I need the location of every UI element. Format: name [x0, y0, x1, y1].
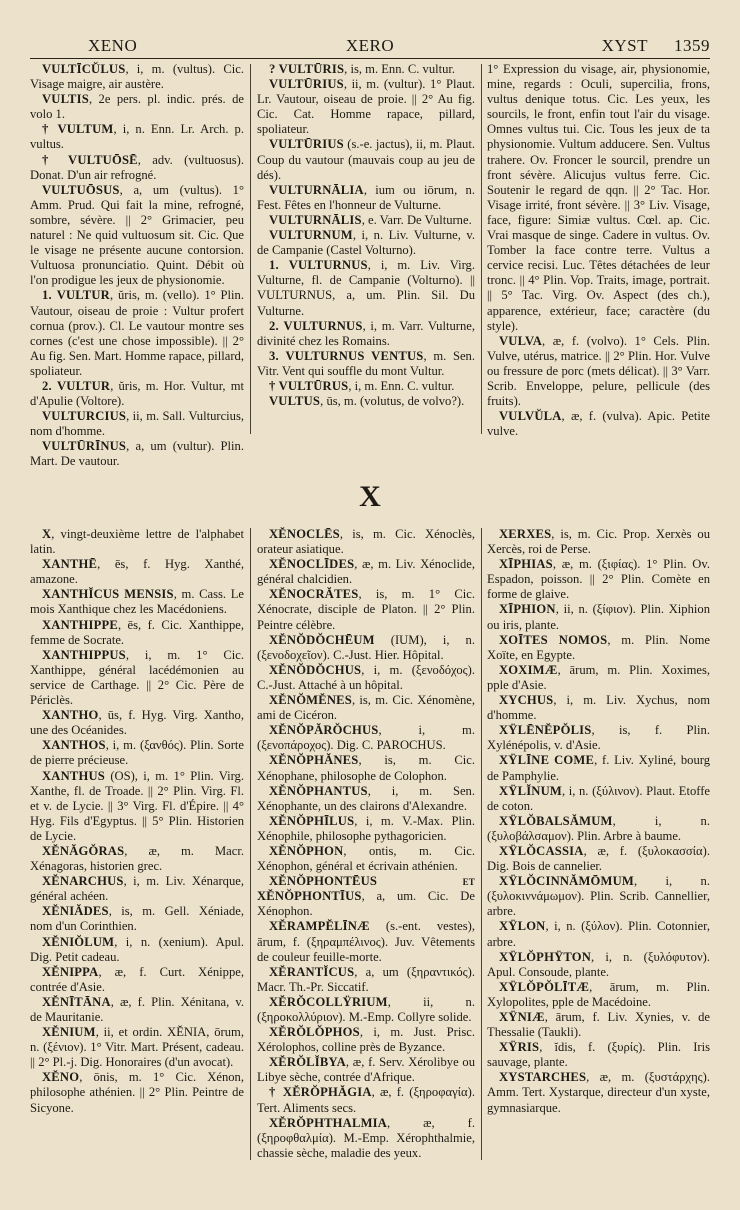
entry-definition: , ium ou iōrum, n. Fest. Fêtes en l'honneur de Vulturne.	[257, 182, 475, 212]
column-divider	[481, 64, 482, 434]
entry-headword: XĔNŎPHĂNES	[269, 753, 359, 768]
entry-definition: , is, m. Cic. Prop. Xerxès ou Xercès, roi de Perse.	[487, 527, 710, 557]
entry-headword: VULTŪRIUS	[269, 137, 344, 152]
dictionary-entry	[30, 62, 244, 92]
entry-definition: , e. Varr. De Vulturne.	[361, 212, 472, 227]
entry-headword: XANTHIPPUS	[42, 647, 126, 662]
dictionary-entry	[257, 633, 475, 663]
dictionary-entry	[30, 708, 244, 738]
entry-definition: , a, um. Cic. De Xénophon.	[257, 889, 475, 919]
entry-headword: XĔNOCLĪDES	[269, 557, 355, 572]
dictionary-entry	[257, 784, 475, 814]
entry-definition: , is, m. Cic. Xénophane, philosophe de Colophon.	[257, 753, 475, 783]
entry-definition: , is, f. Plin. Xylénépolis, v. d'Asie.	[487, 723, 710, 753]
entry-definition: , i, n. (ξύλινον). Plaut. Etoffe de coton.	[487, 783, 710, 813]
entry-definition: , i, n. Liv. Vulturne, v. de Campanie (Castel Volturno).	[257, 228, 475, 258]
entry-headword: 2. VULTUR	[42, 378, 111, 393]
entry-definition: , ārum, m. Plin. Xoximes, pple d'Asie.	[487, 662, 710, 692]
entry-headword: XĪPHION	[499, 602, 556, 617]
dictionary-entry	[257, 1055, 475, 1085]
entry-definition: , i, m. Liv. Xychus, nom d'homme.	[487, 693, 710, 723]
dictionary-entry	[487, 753, 710, 783]
entry-definition: , ontis, m. Cic. Xénophon, général et écrivain athénien.	[257, 843, 475, 874]
dictionary-entry	[30, 995, 244, 1025]
entry-definition: , æ, f. (ξηροφαγία). Tert. Aliments secs.	[257, 1085, 475, 1115]
entry-definition: , ii, n. (ξίφιον). Plin. Xiphion ou iris, plante.	[487, 602, 710, 632]
entry-headword: XYSTARCHES	[499, 1070, 587, 1085]
entry-headword: XANTHOS	[42, 738, 106, 753]
entry-definition: , i, m. (vultus). Cic. Visage maigre, air austère.	[30, 62, 244, 92]
entry-definition: , is, m. Cic. Xénoclès, orateur asiatique.	[257, 527, 475, 557]
entry-headword: † VULTŪRUS	[269, 378, 349, 393]
entry-headword: VULTUŌSUS	[42, 182, 120, 197]
entry-definition: , ii, n. (ξηροκολλύριον). M.-Emp. Collyre solide.	[257, 994, 475, 1024]
dictionary-entry	[257, 527, 475, 557]
bottom-column-3	[487, 527, 710, 1167]
entry-headword: XĔNŎPĂRŎCHUS	[269, 723, 379, 738]
entry-headword: XĔNŎDŎCHĒUM	[269, 632, 375, 647]
entry-definition: , æ, f. Curt. Xénippe, contrée d'Asie.	[30, 964, 244, 994]
entry-headword: XŸRIS	[499, 1040, 540, 1055]
entry-headword: † VULTUŌSĒ	[42, 152, 138, 167]
dictionary-entry	[257, 753, 475, 783]
top-column-1	[30, 62, 244, 469]
entry-headword: XĔNOCRĂTES	[269, 587, 359, 602]
dictionary-entry	[487, 663, 710, 693]
entry-headword: VULTŪRĪNUS	[42, 439, 127, 454]
entry-definition: , i, n. (ξυλόφυτον). Apul. Consoude, plante.	[487, 949, 710, 979]
dictionary-entry	[487, 723, 710, 753]
entry-definition: , a, um (vultur). Plin. Mart. De vautour.	[30, 439, 244, 469]
entry-headword: VULTUS	[269, 394, 321, 409]
header-left-guide: XENO	[88, 36, 138, 55]
entry-definition: , ii, m. (vultur). 1° Plaut. Lr. Vautour, oiseau de proie. || 2° Au fig. Cic. Cat. Homme rapace, pillard, spoliateur.	[257, 77, 475, 137]
entry-definition: , æ, f. (ξυλοκασσία). Dig. Bois de cannelier.	[487, 843, 710, 874]
dictionary-entry	[257, 394, 475, 409]
dictionary-entry	[30, 738, 244, 768]
entry-definition: , a, um (vultus). 1° Amm. Prud. Qui fait la mine, refrogné, sombre, sévère. || 2° Grimacier, peu naturel : Ne quid vultuosum sit. Cic. Que le visage ne présente aucune contorsion. Vultuosa pronunciatio. Quint. Débit où l'on prodigue les jeux de physionomie.	[30, 182, 244, 288]
entry-headword: XĔNŎDŎCHUS	[269, 662, 362, 677]
entry-headword: XŸLŎCINNĂMŌMUM	[499, 874, 635, 889]
entry-definition: (s.-e. jactus), ii, m. Plaut. Coup du vautour (mauvais coup au jeu de dés).	[257, 137, 475, 182]
entry-definition: , ārum, f. Liv. Xynies, v. de Thessalie (Taukli).	[487, 1010, 710, 1040]
entry-headword: 2. VULTURNUS	[269, 318, 363, 333]
entry-headword: XŸLŎPŎLĪTÆ	[499, 979, 590, 994]
dictionary-entry	[487, 814, 710, 844]
dictionary-entry	[257, 587, 475, 632]
entry-headword: ? VULTŪRIS	[269, 62, 345, 76]
entry-definition: , i, m. Enn. C. vultur.	[348, 378, 455, 393]
entry-definition: , m. Cass. Le mois Xanthique chez les Macédoniens.	[30, 587, 244, 617]
entry-headword: VULVA	[499, 333, 542, 348]
dictionary-entry	[257, 1085, 475, 1115]
entry-definition: , i, m. (ξενοδόχος). C.-Just. Attaché à un hôpital.	[257, 662, 475, 692]
entry-definition: , ōnis, m. 1° Cic. Xénon, philosophe athénien. || 2° Plin. Peintre de Sicyone.	[30, 1070, 244, 1115]
entry-definition: , ūs, m. (volutus, de volvo?).	[320, 394, 465, 409]
entry-definition: , æ, f. Plin. Xénitana, v. de Mauritanie.	[30, 994, 244, 1024]
dictionary-entry	[257, 965, 475, 995]
dictionary-entry	[30, 587, 244, 617]
dictionary-entry	[30, 527, 244, 557]
dictionary-entry	[487, 602, 710, 632]
entry-headword: VULVŬLA	[499, 409, 562, 424]
dictionary-entry	[487, 334, 710, 409]
entry-definition: , 2e pers. pl. indic. prés. de volo 1.	[30, 92, 244, 122]
entry-headword: XĔNŎPHONTĒUS et XĔNŎPHONTĪUS	[257, 874, 475, 904]
entry-definition: , i, n. (xenium). Apul. Dig. Petit cadeau.	[30, 934, 244, 964]
entry-headword: XANTHĒ	[42, 557, 98, 572]
entry-headword: XŸLĪNE COME	[499, 753, 595, 768]
entry-definition: , f. Liv. Xyliné, bourg de Pamphylie.	[487, 753, 711, 783]
bottom-column-1	[30, 527, 244, 1167]
top-column-2	[257, 62, 475, 440]
entry-headword: VULTĪCŬLUS	[42, 62, 126, 76]
dictionary-entry	[30, 92, 244, 122]
entry-definition: , m. Plin. Nome Xoïte, en Egypte.	[487, 632, 710, 662]
entry-headword: XĔRŎLĬBYA	[269, 1055, 346, 1070]
entry-definition: (IUM), i, n. (ξενοδοχεῖον). C.-Just. Hier. Hôpital.	[257, 632, 475, 662]
entry-headword: 3. VULTURNUS VENTUS	[269, 348, 424, 363]
entry-headword: XĔNĪTĀNA	[42, 994, 111, 1009]
entry-headword: XŸLON	[499, 919, 546, 934]
entry-definition: , ŭris, m. (vello). 1° Plin. Vautour, oiseau de proie : Vultur profert cornua (prov.). Cl. Le vautour montre ses cornes (c'est une chose impossible). || 2° Au fig. Sen. Mart. Homme rapace, pillard, spoliateur.	[30, 288, 244, 378]
dictionary-entry	[30, 904, 244, 934]
dictionary-entry	[257, 379, 475, 394]
entry-definition: , i, n. (ξύλον). Plin. Cotonnier, arbre.	[487, 919, 710, 949]
dictionary-entry	[257, 1025, 475, 1055]
entry-headword: XĔNĂGŎRAS	[42, 843, 125, 858]
dictionary-entry	[257, 137, 475, 182]
entry-definition: , æ, f. Serv. Xérolibye ou Libye sèche, contrée d'Afrique.	[257, 1055, 475, 1085]
section-letter: X	[359, 480, 381, 513]
entry-headword: XANTHĬCUS MENSIS	[42, 587, 174, 602]
dictionary-entry	[30, 288, 244, 379]
entry-definition: , i, m. (ξενοπάροχος). Dig. C. PAROCHUS.	[257, 723, 475, 753]
entry-definition: , æ, f. (volvo). 1° Cels. Plin. Vulve, utérus, matrice. || 2° Plin. Hor. Vulve ou fressure de porc (mets délicat). || 3° Varr. Scrib. Enveloppe, pelure, pellicule (des fruits).	[487, 333, 710, 409]
dictionary-entry	[257, 557, 475, 587]
entry-headword: XĔNŎPHANTUS	[269, 783, 368, 798]
dictionary-entry	[487, 527, 710, 557]
dictionary-entry	[257, 663, 475, 693]
dictionary-entry	[257, 349, 475, 379]
dictionary-entry	[30, 874, 244, 904]
dictionary-entry	[487, 844, 710, 874]
header-center-guide: XERO	[345, 36, 395, 55]
entry-headword: XŸLĒNĔPŎLIS	[499, 723, 592, 738]
entry-headword: XŸLŎCASSIA	[499, 843, 584, 858]
entry-definition: , æ, f. (ξηροφθαλμία). M.-Emp. Xérophthalmie, chassie sèche, maladie des yeux.	[257, 1115, 475, 1160]
entry-definition: , ŭris, m. Hor. Vultur, mt d'Apulie (Voltore).	[30, 378, 244, 409]
dictionary-entry	[257, 319, 475, 349]
dictionary-entry	[30, 618, 244, 648]
entry-definition: , ārum, m. Plin. Xylopolites, pple de Macédoine.	[487, 979, 710, 1009]
entry-definition: , is, m. Gell. Xéniade, nom d'un Corinthien.	[30, 904, 244, 934]
entry-headword: XĔRANTĬCUS	[269, 964, 355, 979]
entry-headword: XĔNARCHUS	[42, 874, 124, 889]
dictionary-entry	[30, 1070, 244, 1115]
entry-definition: , ēs, f. Cic. Xanthippe, femme de Socrate.	[30, 617, 244, 647]
dictionary-entry	[257, 919, 475, 964]
entry-headword: XŸLŎBALSĂMUM	[499, 813, 613, 828]
entry-definition: (OS), i, m. 1° Plin. Virg. Xanthe, fl. de Troade. || 2° Plin. Virg. Fl. et v. de Lycie. || 3° Virg. Fl. d'Épire. || 4° Hyg. Fils d'Egyptus. || 5° Plin. Historien de Lycie.	[30, 768, 244, 843]
dictionary-entry	[487, 980, 710, 1010]
header-rule	[30, 58, 710, 59]
dictionary-entry	[257, 228, 475, 258]
dictionary-entry	[30, 439, 244, 469]
entry-definition: 1° Expression du visage, air, physionomie, mine, regards : Oculi, supercilia, frons, vultus denique totus. Cic. Les yeux, les sourcils, le front, enfin tout l'air du visage. Omnes vultus tui. Cic. Tous les jeux de ta physionomie. Vultum adducere. Sen. Vultus trahere. Ov. Froncer le sourcil, prendre un front sévère. Alicujus vultus ferre. Cic. Soutenir le regard de qqn. || 2° Tac. Hor. Visage irrité, front sévère. || 3° Liv. Visage, face, figure: Simiæ vultus. Cœl. ap. Cic. Vrai masque de singe. Cadere in vultus. Ov. Tomber la face contre terre. Vultus a cervice recisi. Luc. Têtes détachées de leur tronc. || 4° Plin. Vop. Traits, image, portrait. || 5° Tac. Virg. Ov. Aspect (des ch.), apparence, extérieur, face; caractère (du style).	[487, 62, 710, 333]
entry-definition: , i, m. (ξανθός). Plin. Sorte de pierre précieuse.	[30, 738, 244, 768]
entry-definition: , a, um (ξηραντικός). Macr. Th.-Pr. Siccatif.	[257, 964, 475, 994]
entry-definition: , vingt-deuxième lettre de l'alphabet latin.	[30, 527, 244, 557]
dictionary-entry	[487, 919, 710, 949]
entry-definition: , æ, m. Macr. Xénagoras, historien grec.	[30, 843, 244, 874]
dictionary-entry	[30, 965, 244, 995]
entry-headword: XĔNŎMĔNES	[269, 693, 352, 708]
bottom-column-2	[257, 527, 475, 1167]
entry-definition: , i, m. Liv. Xénarque, général achéen.	[30, 874, 244, 904]
entry-definition: (s.-ent. vestes), ārum, f. (ξηραμπέλινος). Juv. Vêtements de couleur feuille-morte.	[257, 919, 475, 964]
entry-headword: XĔNŎPHON	[269, 843, 344, 858]
dictionary-entry	[487, 1040, 710, 1070]
entry-headword: VULTURNĀLIA	[269, 182, 364, 197]
entry-headword: XANTHIPPE	[42, 617, 118, 632]
entry-headword: XĔNŎPHĪLUS	[269, 813, 355, 828]
entry-headword: 1. VULTURNUS	[269, 258, 368, 273]
entry-definition: , æ, f. (vulva). Apic. Petite vulve.	[487, 409, 710, 439]
entry-definition: , i, m. V.-Max. Plin. Xénophile, philosophe pythagoricien.	[257, 813, 475, 843]
dictionary-entry	[487, 693, 710, 723]
dictionary-entry	[30, 648, 244, 708]
entry-definition: , i, m. Sen. Xénophante, un des clairons d'Alexandre.	[257, 783, 475, 813]
entry-headword: XĔRAMPĔLĪNÆ	[269, 919, 370, 934]
entry-definition: , is, m. Cic. Xénomène, ami de Cicéron.	[257, 693, 475, 723]
dictionary-entry	[30, 122, 244, 152]
dictionary-entry	[257, 77, 475, 137]
entry-headword: XŸLŎPHŸTON	[499, 949, 592, 964]
entry-headword: XĔNIŎLUM	[42, 934, 115, 949]
entry-headword: † VULTUM	[42, 122, 114, 137]
entry-headword: XĔRŎPHTHALMIA	[269, 1115, 388, 1130]
entry-headword: XĔNIPPA	[42, 964, 99, 979]
entry-definition: , i, n. (ξυλοβάλσαμον). Plin. Arbre à baume.	[487, 813, 710, 843]
entry-headword: VULTURCIUS	[42, 409, 127, 424]
entry-definition: , ii, et ordin. XĔNIA, ōrum, n. (ξένιον). 1° Vitr. Mart. Présent, cadeau. || 2° Pl.-j. Dig. Honoraires (d'un avocat).	[30, 1025, 244, 1070]
entry-definition: , m. Sen. Vitr. Vent qui souffle du mont Vultur.	[257, 348, 475, 378]
running-head	[30, 36, 710, 60]
dictionary-entry	[30, 379, 244, 409]
dictionary-entry	[487, 633, 710, 663]
column-divider	[250, 528, 251, 1160]
dictionary-entry	[487, 950, 710, 980]
top-column-3	[487, 62, 710, 440]
entry-headword: VULTŪRIUS	[269, 77, 344, 92]
dictionary-entry	[30, 769, 244, 844]
column-divider	[250, 64, 251, 434]
entry-headword: XĔNOCLĒS	[269, 527, 340, 541]
entry-definition: , i, m. Just. Prisc. Xérolophos, colline près de Byzance.	[257, 1025, 475, 1055]
dictionary-entry	[257, 1116, 475, 1161]
dictionary-entry	[257, 814, 475, 844]
entry-definition: , i, m. Liv. Virg. Vulturne, fl. de Campanie (Volturno). || VULTURNUS, a, um. Plin. Sil. Du Vulturne.	[257, 258, 475, 318]
dictionary-entry	[30, 557, 244, 587]
dictionary-entry	[257, 874, 475, 919]
entry-definition: , i, n. (ξυλοκιννάμωμον). Plin. Scrib. Cannellier, arbre.	[487, 874, 710, 919]
dictionary-entry	[487, 409, 710, 439]
entry-definition: , æ, m. (ξιφίας). 1° Plin. Ov. Espadon, poisson. || 2° Plin. Comète en forme de glaive.	[487, 557, 710, 602]
dictionary-entry	[257, 844, 475, 874]
dictionary-entry	[257, 995, 475, 1025]
dictionary-entry	[257, 62, 475, 77]
entry-headword: XĔRŎCOLLŸRIUM	[269, 994, 388, 1009]
dictionary-entry	[257, 693, 475, 723]
entry-definition: , ĭdis, f. (ξυρίς). Plin. Iris sauvage, plante.	[487, 1040, 710, 1070]
entry-definition: , ūs, f. Hyg. Virg. Xantho, une des Océanides.	[30, 708, 244, 738]
dictionary-entry	[30, 1025, 244, 1070]
entry-headword: XŸLĬNUM	[499, 783, 562, 798]
entry-headword: 1. VULTUR	[42, 288, 110, 303]
dictionary-entry	[487, 1010, 710, 1040]
dictionary-entry	[30, 844, 244, 874]
entry-headword: XĔRŎLŎPHOS	[269, 1025, 360, 1040]
header-right-guide: XYST	[601, 36, 648, 55]
dictionary-entry	[257, 213, 475, 228]
entry-headword: XYCHUS	[499, 693, 554, 708]
dictionary-entry	[257, 183, 475, 213]
entry-headword: VULTURNĀLIS	[269, 212, 362, 227]
entry-definition: , ēs, f. Hyg. Xanthé, amazone.	[30, 557, 244, 587]
dictionary-entry	[487, 557, 710, 602]
entry-headword: XĪPHIAS	[499, 557, 553, 572]
entry-definition: , is, m. 1° Cic. Xénocrate, disciple de Platon. || 2° Plin. Peintre célèbre.	[257, 587, 475, 632]
dictionary-entry	[30, 153, 244, 183]
dictionary-entry	[257, 258, 475, 318]
column-divider	[481, 528, 482, 1160]
dictionary-entry	[257, 723, 475, 753]
entry-headword: XERXES	[499, 527, 552, 541]
entry-definition: , i, m. Varr. Vulturne, divinité chez les Romains.	[257, 318, 476, 348]
dictionary-entry	[487, 62, 710, 334]
entry-headword: XŸNIÆ	[499, 1010, 545, 1024]
entry-headword: VULTIS	[42, 92, 89, 107]
dictionary-entry	[487, 874, 710, 919]
entry-definition: , æ, m. (ξυστάρχης). Amm. Tert. Xystarque, directeur d'un xyste, gymnasiarque.	[487, 1070, 710, 1115]
entry-headword: XĔNIUM	[42, 1025, 96, 1040]
entry-definition: , ii, m. Sall. Vulturcius, nom d'homme.	[30, 409, 244, 439]
entry-definition: , adv. (vultuosus). Donat. D'un air refrogné.	[30, 152, 244, 182]
entry-headword: X	[42, 527, 52, 541]
entry-definition: , i, n. Enn. Lr. Arch. p. vultus.	[30, 122, 244, 152]
entry-headword: XANTHUS	[42, 768, 105, 783]
page-number: 1359	[674, 36, 710, 55]
dictionary-entry	[30, 183, 244, 289]
entry-definition: , is, m. Enn. C. vultur.	[344, 62, 456, 76]
entry-definition: , æ, m. Liv. Xénoclide, général chalcidien.	[257, 557, 475, 587]
dictionary-entry	[487, 784, 710, 814]
entry-headword: XĔNO	[42, 1070, 80, 1085]
dictionary-entry	[30, 935, 244, 965]
dictionary-entry	[487, 1070, 710, 1115]
entry-headword: XANTHO	[42, 708, 99, 723]
entry-headword: XOĪTES NOMOS	[499, 632, 608, 647]
entry-headword: XĔNIĂDES	[42, 904, 109, 919]
entry-headword: † XĔRŎPHĂGIA	[269, 1085, 372, 1100]
entry-headword: XOXIMÆ	[499, 662, 558, 677]
dictionary-entry	[30, 409, 244, 439]
entry-headword: VULTURNUM	[269, 228, 353, 243]
entry-definition: , i, m. 1° Cic. Xanthippe, général lacédémonien au service de Carthage. || 2° Cic. Père de Périclès.	[30, 647, 244, 708]
